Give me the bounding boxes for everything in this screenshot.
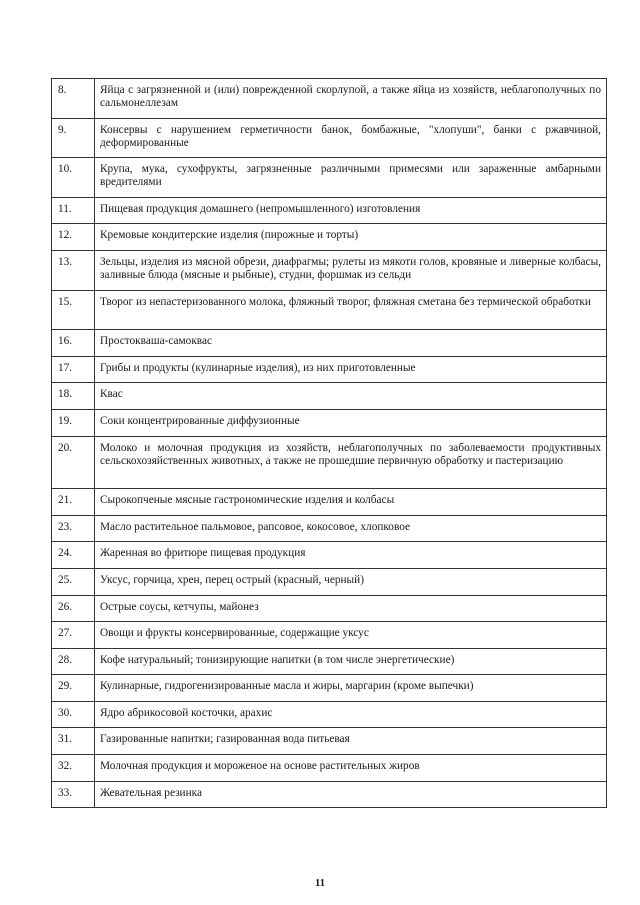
product-description-cell: Кофе натуральный; тонизирующие напитки (в том числе энергетические) xyxy=(95,648,607,675)
row-number-cell: 33. xyxy=(52,781,95,808)
row-number-cell: 10. xyxy=(52,158,95,198)
table-row xyxy=(52,542,607,569)
row-number-cell: 17. xyxy=(52,356,95,383)
product-description-cell: Жаренная во фритюре пищевая продукция xyxy=(95,542,607,569)
product-description-cell: Крупа, мука, сухофрукты, загрязненные различными примесями или зараженные амбарными вредителями xyxy=(95,158,607,198)
row-number-cell: 25. xyxy=(52,568,95,595)
product-description-cell: Газированные напитки; газированная вода питьевая xyxy=(95,728,607,755)
table-row xyxy=(52,701,607,728)
product-description-cell: Яйца с загрязненной и (или) поврежденной скорлупой, а также яйца из хозяйств, неблагополучных по сальмонеллезам xyxy=(95,79,607,119)
row-number-cell: 26. xyxy=(52,595,95,622)
row-number-cell: 18. xyxy=(52,383,95,410)
table-row xyxy=(52,515,607,542)
table-row xyxy=(52,158,607,198)
row-number-cell: 8. xyxy=(52,79,95,119)
table-row xyxy=(52,755,607,782)
product-description-cell: Масло растительное пальмовое, рапсовое, кокосовое, хлопковое xyxy=(95,515,607,542)
row-number-cell: 21. xyxy=(52,489,95,516)
row-number-cell: 9. xyxy=(52,118,95,158)
table-row xyxy=(52,330,607,357)
prohibited-products-table xyxy=(51,78,607,808)
row-number-cell: 32. xyxy=(52,755,95,782)
product-description-cell: Молоко и молочная продукция из хозяйств, неблагополучных по заболеваемости продуктивных сельскохозяйственных животных, а также не прошедшие первичную обработку и пастеризацию xyxy=(95,436,607,489)
product-description-cell: Молочная продукция и мороженое на основе растительных жиров xyxy=(95,755,607,782)
table-row xyxy=(52,79,607,119)
product-description-cell: Острые соусы, кетчупы, майонез xyxy=(95,595,607,622)
row-number-cell: 11. xyxy=(52,197,95,224)
product-description-cell: Жевательная резинка xyxy=(95,781,607,808)
product-description-cell: Кремовые кондитерские изделия (пирожные и торты) xyxy=(95,224,607,251)
table-row xyxy=(52,568,607,595)
row-number-cell: 13. xyxy=(52,250,95,290)
row-number-cell: 15. xyxy=(52,290,95,330)
product-description-cell: Зельцы, изделия из мясной обрези, диафрагмы; рулеты из мякоти голов, кровяные и ливерные колбасы, заливные блюда (мясные и рыбные), студни, форшмак из сельди xyxy=(95,250,607,290)
table-row xyxy=(52,409,607,436)
table-row xyxy=(52,118,607,158)
table-row xyxy=(52,436,607,489)
table-row xyxy=(52,489,607,516)
row-number-cell: 23. xyxy=(52,515,95,542)
row-number-cell: 16. xyxy=(52,330,95,357)
product-description-cell: Творог из непастеризованного молока, фляжный творог, фляжная сметана без термической обработки xyxy=(95,290,607,330)
product-description-cell: Уксус, горчица, хрен, перец острый (красный, черный) xyxy=(95,568,607,595)
table-row xyxy=(52,781,607,808)
product-description-cell: Кулинарные, гидрогенизированные масла и жиры, маргарин (кроме выпечки) xyxy=(95,675,607,702)
row-number-cell: 31. xyxy=(52,728,95,755)
table-row xyxy=(52,250,607,290)
product-description-cell: Соки концентрированные диффузионные xyxy=(95,409,607,436)
table-row xyxy=(52,356,607,383)
row-number-cell: 24. xyxy=(52,542,95,569)
table-row xyxy=(52,595,607,622)
product-description-cell: Ядро абрикосовой косточки, арахис xyxy=(95,701,607,728)
product-description-cell: Консервы с нарушением герметичности банок, бомбажные, "хлопуши", банки с ржавчиной, деформированные xyxy=(95,118,607,158)
row-number-cell: 29. xyxy=(52,675,95,702)
product-description-cell: Пищевая продукция домашнего (непромышленного) изготовления xyxy=(95,197,607,224)
page-number: 11 xyxy=(315,878,325,889)
product-description-cell: Простокваша-самоквас xyxy=(95,330,607,357)
product-description-cell: Овощи и фрукты консервированные, содержащие уксус xyxy=(95,622,607,649)
table-row xyxy=(52,728,607,755)
table-row xyxy=(52,622,607,649)
table-row xyxy=(52,290,607,330)
product-description-cell: Грибы и продукты (кулинарные изделия), из них приготовленные xyxy=(95,356,607,383)
table-row xyxy=(52,197,607,224)
product-description-cell: Квас xyxy=(95,383,607,410)
row-number-cell: 28. xyxy=(52,648,95,675)
row-number-cell: 20. xyxy=(52,436,95,489)
table-row xyxy=(52,224,607,251)
row-number-cell: 30. xyxy=(52,701,95,728)
table-row xyxy=(52,383,607,410)
product-description-cell: Сырокопченые мясные гастрономические изделия и колбасы xyxy=(95,489,607,516)
table-row xyxy=(52,675,607,702)
table-row xyxy=(52,648,607,675)
row-number-cell: 27. xyxy=(52,622,95,649)
table-body xyxy=(52,79,607,808)
row-number-cell: 19. xyxy=(52,409,95,436)
row-number-cell: 12. xyxy=(52,224,95,251)
